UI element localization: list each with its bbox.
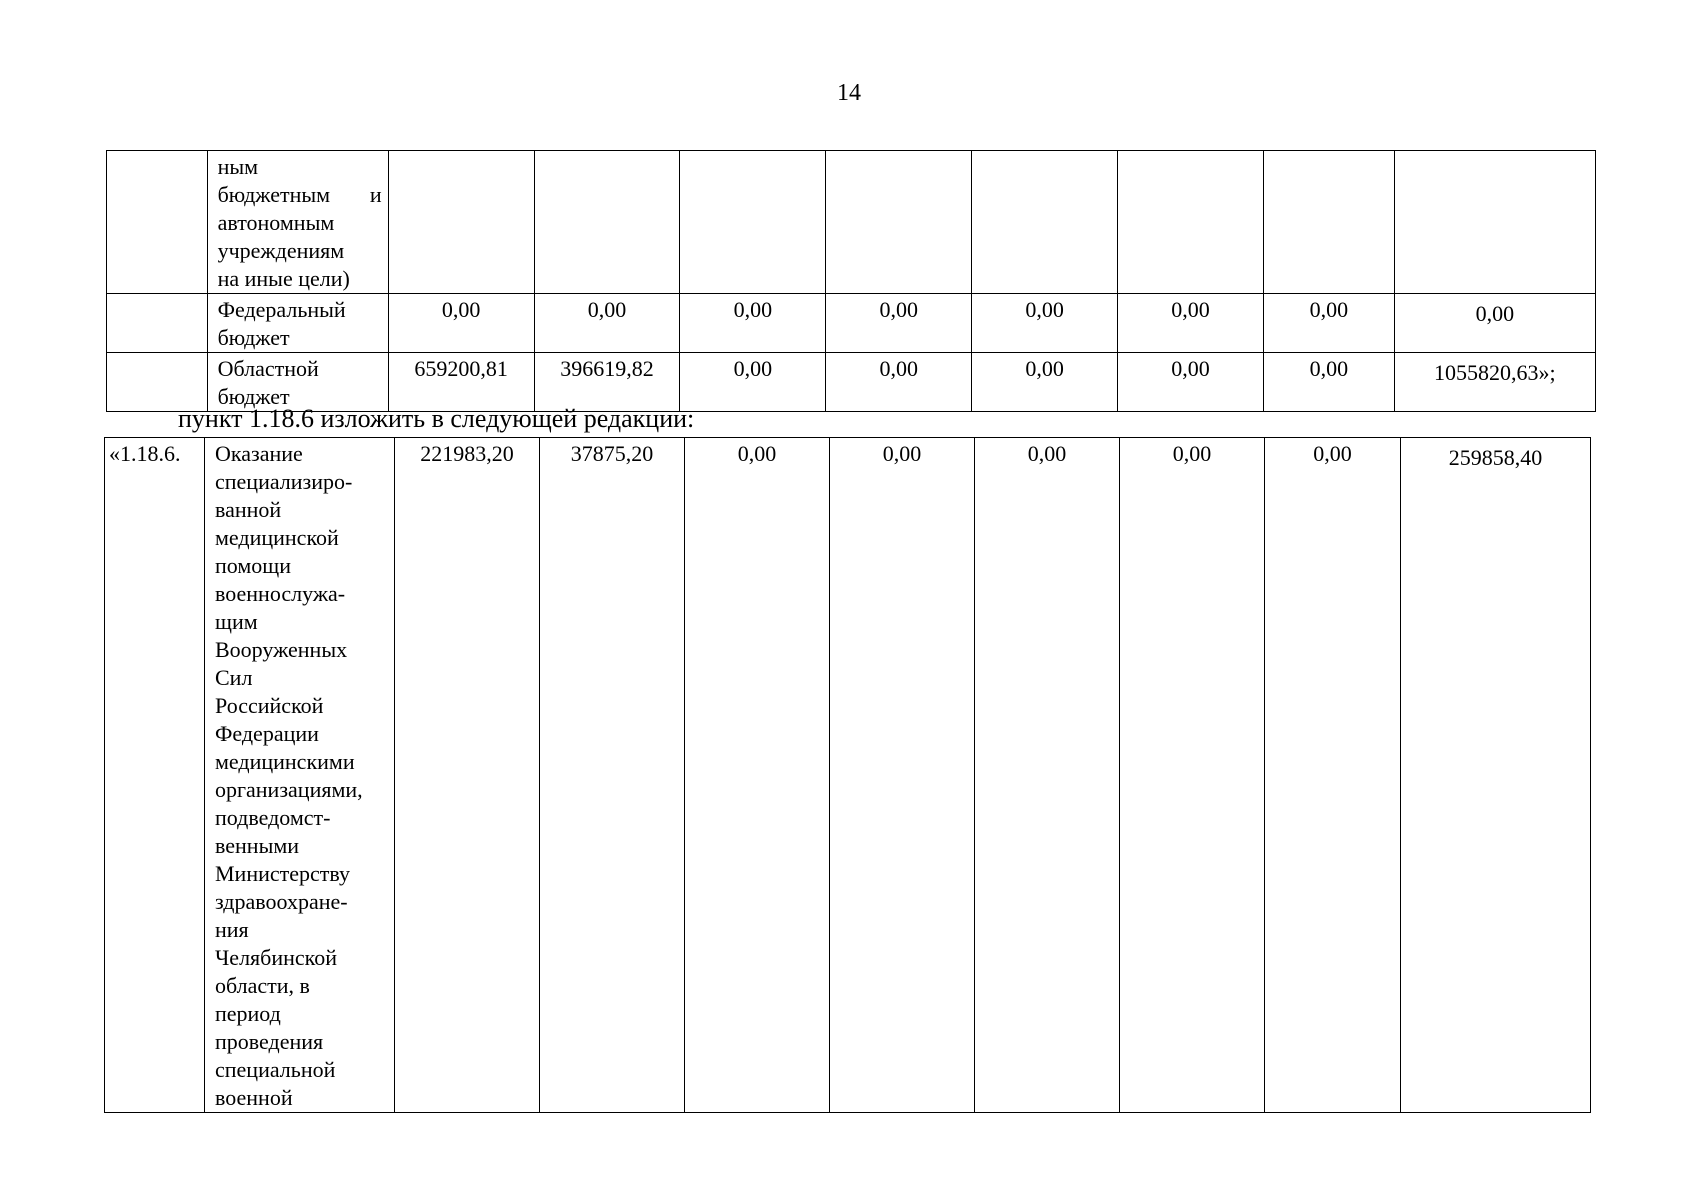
value-cell: 37875,20 bbox=[540, 438, 685, 1113]
table-row bbox=[105, 438, 1591, 1113]
value-cell: 0,00 bbox=[1118, 353, 1264, 412]
value-cell: 0,00 bbox=[1263, 294, 1394, 353]
value-cell: 0,00 bbox=[685, 438, 830, 1113]
value-cell: 0,00 bbox=[680, 294, 826, 353]
value-cell: 0,00 bbox=[826, 294, 972, 353]
number-cell bbox=[107, 294, 208, 353]
value-cell: 0,00 bbox=[388, 294, 534, 353]
value-cell: 659200,81 bbox=[388, 353, 534, 412]
number-cell bbox=[107, 151, 208, 294]
table-row bbox=[107, 294, 1596, 353]
value-cell: 0,00 bbox=[680, 353, 826, 412]
value-cell bbox=[826, 151, 972, 294]
value-cell: 0,00 bbox=[826, 353, 972, 412]
total-cell: 0,00 bbox=[1394, 294, 1595, 353]
description-cell: Оказание специализиро- ванной медицинской помощи военнослужа- щим Вооруженных Сил Российской Федерации медицинскими организациями, подведомст- венными Министерству здравоохране- ния Челябинской области, в период проведения специальной военной bbox=[205, 438, 395, 1113]
value-cell bbox=[972, 151, 1118, 294]
value-cell: 0,00 bbox=[534, 294, 680, 353]
total-cell: 259858,40 bbox=[1401, 438, 1591, 1113]
number-cell bbox=[107, 353, 208, 412]
description-cell: Областной бюджет bbox=[207, 353, 388, 412]
table-row bbox=[107, 353, 1596, 412]
page-number: 14 bbox=[837, 80, 861, 106]
description-cell: Федеральный бюджет bbox=[207, 294, 388, 353]
value-cell bbox=[680, 151, 826, 294]
value-cell: 221983,20 bbox=[395, 438, 540, 1113]
value-cell: 0,00 bbox=[1118, 294, 1264, 353]
funding-table-continuation bbox=[106, 150, 1596, 412]
table-row bbox=[107, 151, 1596, 294]
item-number-cell: «1.18.6. bbox=[105, 438, 205, 1113]
total-cell bbox=[1394, 151, 1595, 294]
value-cell: 0,00 bbox=[972, 353, 1118, 412]
value-cell: 0,00 bbox=[1263, 353, 1394, 412]
value-cell bbox=[1263, 151, 1394, 294]
value-cell bbox=[1118, 151, 1264, 294]
value-cell: 0,00 bbox=[1265, 438, 1401, 1113]
total-cell: 1055820,63»; bbox=[1394, 353, 1595, 412]
value-cell: 0,00 bbox=[1120, 438, 1265, 1113]
description-cell: ным бюджетным и автономным учреждениям на иные цели) bbox=[207, 151, 388, 294]
value-cell: 396619,82 bbox=[534, 353, 680, 412]
value-cell: 0,00 bbox=[972, 294, 1118, 353]
value-cell bbox=[388, 151, 534, 294]
value-cell bbox=[534, 151, 680, 294]
funding-table-item-1-18-6 bbox=[104, 437, 1591, 1113]
value-cell: 0,00 bbox=[830, 438, 975, 1113]
value-cell: 0,00 bbox=[975, 438, 1120, 1113]
section-caption: пункт 1.18.6 изложить в следующей редакции: bbox=[178, 404, 695, 433]
